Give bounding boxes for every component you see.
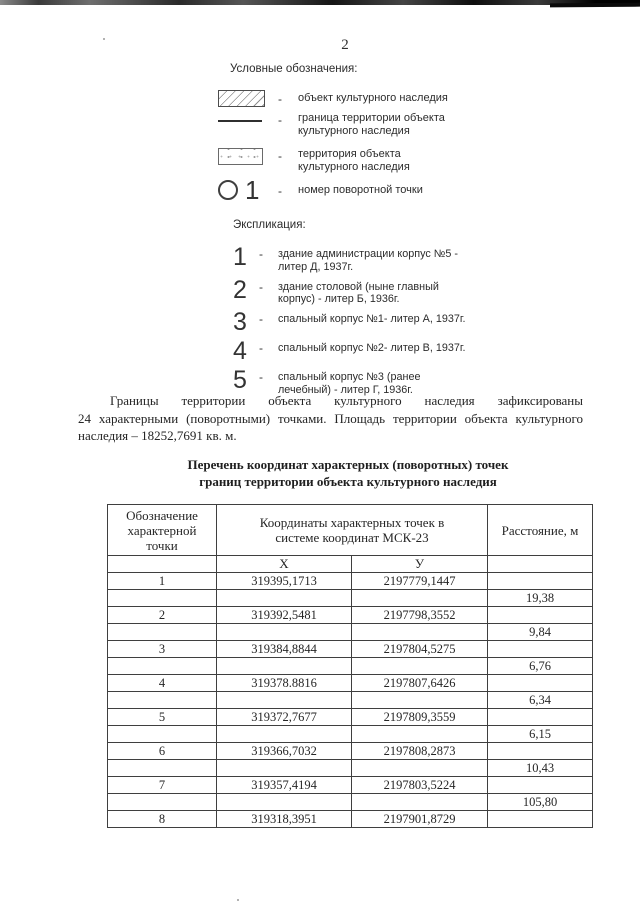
x-cell: 319378.8816 <box>217 675 352 692</box>
distance-cell <box>488 675 593 692</box>
explication-item-number: 3 <box>233 308 246 337</box>
body-paragraph <box>78 392 583 445</box>
point-row <box>108 607 593 624</box>
explication-item-text: спальный корпус №2- литер В, 1937г. <box>278 342 466 355</box>
distance-row <box>108 794 593 811</box>
point-cell: 4 <box>108 675 217 692</box>
scan-speck <box>237 899 239 901</box>
explication-item <box>233 339 483 364</box>
paragraph-line: наследия – 18252,7691 кв. м. <box>78 428 237 443</box>
legend-item-territory <box>218 148 410 174</box>
x-cell: 319366,7032 <box>217 743 352 760</box>
distance-cell <box>488 709 593 726</box>
explication-item-number: 5 <box>233 366 246 395</box>
paragraph-line: 24 характерными (поворотными) точками. Площадь территории объекта культурного <box>78 410 583 426</box>
distance-row <box>108 658 593 675</box>
explication-section <box>233 219 483 401</box>
point-cell: 1 <box>108 573 217 590</box>
explication-item-number: 1 <box>233 243 246 271</box>
y-cell: 2197803,5224 <box>352 777 488 794</box>
empty-cell <box>488 556 593 573</box>
explication-item <box>233 275 483 307</box>
legend-section <box>218 63 458 205</box>
point-row <box>108 675 593 692</box>
point-cell: 7 <box>108 777 217 794</box>
explication-dash: - <box>259 279 263 294</box>
distance-cell <box>488 641 593 658</box>
point-column-header: Обозначение характерной точки <box>108 505 217 556</box>
point-cell: 6 <box>108 743 217 760</box>
explication-title: Экспликация: <box>233 219 306 231</box>
x-cell: 319392,5481 <box>217 607 352 624</box>
legend-item-turning-point <box>218 175 423 205</box>
distance-row <box>108 590 593 607</box>
point-row <box>108 811 593 828</box>
scan-speck <box>103 38 105 40</box>
legend-item-territory-boundary <box>218 112 445 138</box>
x-cell: 319318,3951 <box>217 811 352 828</box>
explication-item-number: 2 <box>233 275 246 304</box>
x-cell: 319372,7677 <box>217 709 352 726</box>
point-cell: 2 <box>108 607 217 624</box>
turning-point-circle-icon <box>218 180 238 200</box>
legend-item-label: объект культурного наследия <box>298 92 448 104</box>
point-cell: 5 <box>108 709 217 726</box>
point-cell: 3 <box>108 641 217 658</box>
explication-dash: - <box>259 370 263 385</box>
page-number: 2 <box>341 37 349 53</box>
turning-point-number: 1 <box>245 175 259 205</box>
explication-item-text: спальный корпус №1- литер А, 1937г. <box>278 313 466 326</box>
explication-dash: - <box>259 247 263 261</box>
boundary-line-icon <box>218 120 262 122</box>
point-row <box>108 709 593 726</box>
distance-cell: 105,80 <box>488 794 593 811</box>
explication-item <box>233 310 483 335</box>
explication-dash: - <box>259 341 263 356</box>
distance-cell: 6,34 <box>488 692 593 709</box>
point-row <box>108 641 593 658</box>
y-cell: 2197808,2873 <box>352 743 488 760</box>
paragraph-line: Границы территории объекта культурного наследия зафиксированы <box>110 393 583 408</box>
distance-cell: 10,43 <box>488 760 593 777</box>
distance-cell <box>488 811 593 828</box>
point-row <box>108 573 593 590</box>
explication-item <box>233 245 483 274</box>
distance-cell <box>488 573 593 590</box>
legend-title: Условные обозначения: <box>230 63 358 75</box>
distance-row <box>108 624 593 641</box>
explication-item-text: спальный корпус №3 (ранее лечебный) - литер Г, 1936г. <box>278 371 421 396</box>
empty-cell <box>108 556 217 573</box>
distance-cell: 9,84 <box>488 624 593 641</box>
distance-cell: 19,38 <box>488 590 593 607</box>
explication-item-text: здание столовой (ныне главный корпус) - литер Б, 1936г. <box>278 280 439 306</box>
legend-item-label: номер поворотной точки <box>298 184 423 196</box>
distance-row <box>108 760 593 777</box>
x-cell: 319395,1713 <box>217 573 352 590</box>
x-column-header: Х <box>217 556 352 573</box>
distance-cell: 6,15 <box>488 726 593 743</box>
point-row <box>108 743 593 760</box>
y-cell: 2197804,5275 <box>352 641 488 658</box>
table-header-row <box>108 505 593 556</box>
y-cell: 2197807,6426 <box>352 675 488 692</box>
legend-dash: - <box>278 92 282 106</box>
x-cell: 319357,4194 <box>217 777 352 794</box>
distance-column-header: Расстояние, м <box>488 505 593 556</box>
explication-item-number: 4 <box>233 337 246 366</box>
table-subheader-row <box>108 556 593 573</box>
y-cell: 2197779,1447 <box>352 573 488 590</box>
table-title: Перечень координат характерных (поворотных) точек границ территории объекта культурного наследия <box>187 457 509 489</box>
coordinates-table <box>107 504 593 828</box>
y-cell: 2197798,3552 <box>352 607 488 624</box>
legend-dash: - <box>278 184 282 198</box>
legend-dash: - <box>278 113 282 127</box>
legend-item-heritage-object <box>218 90 448 107</box>
distance-cell <box>488 743 593 760</box>
legend-item-label: граница территории объекта культурного наследия <box>298 112 445 137</box>
hatched-rect-icon <box>218 90 265 107</box>
territory-rect-icon <box>218 148 263 165</box>
explication-dash: - <box>259 312 263 327</box>
explication-item-text: здание администрации корпус №5 - литер Д, 1937г. <box>278 248 458 273</box>
distance-cell <box>488 777 593 794</box>
legend-dash: - <box>278 149 282 163</box>
x-cell: 319384,8844 <box>217 641 352 658</box>
coords-column-header: Координаты характерных точек в системе координат МСК-23 <box>217 505 488 556</box>
point-row <box>108 777 593 794</box>
distance-cell <box>488 607 593 624</box>
y-cell: 2197901,8729 <box>352 811 488 828</box>
distance-row <box>108 692 593 709</box>
distance-row <box>108 726 593 743</box>
point-cell: 8 <box>108 811 217 828</box>
legend-item-label: территория объекта культурного наследия <box>298 148 410 173</box>
scan-edge-artifact <box>0 0 640 5</box>
distance-cell: 6,76 <box>488 658 593 675</box>
y-column-header: У <box>352 556 488 573</box>
y-cell: 2197809,3559 <box>352 709 488 726</box>
